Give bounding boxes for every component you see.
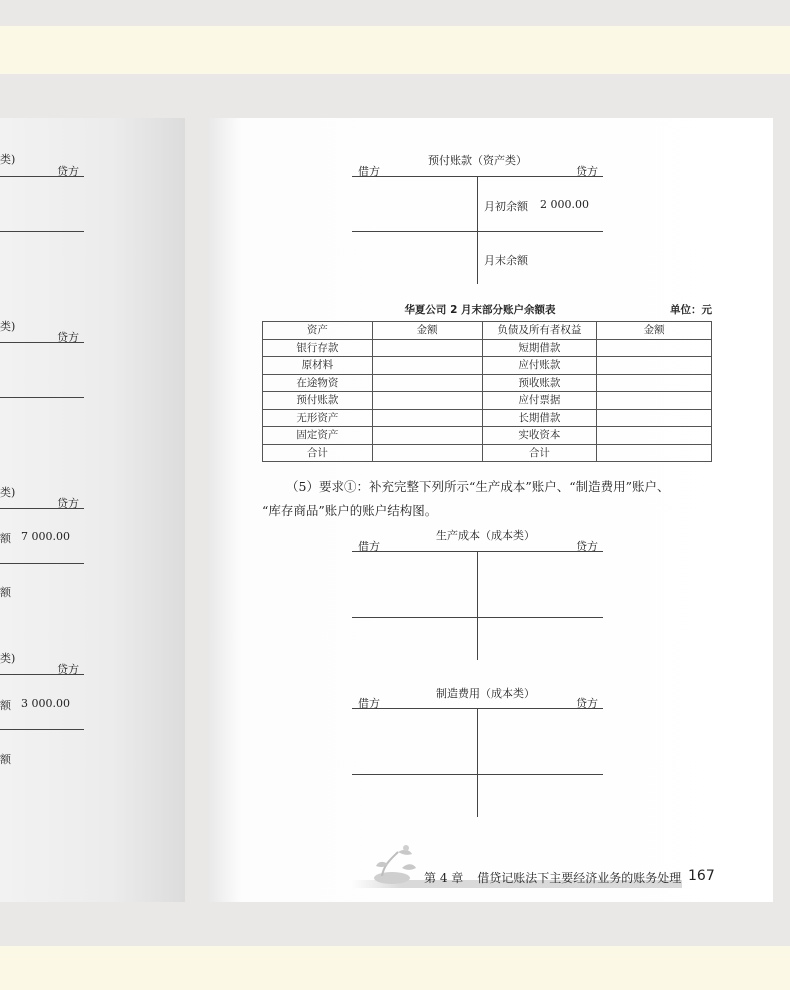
left-account-mid-line [0,397,84,398]
t-account-divider [477,552,478,660]
table-cell [372,357,482,375]
table-header-cell: 负债及所有者权益 [482,322,597,340]
table-row [263,357,712,375]
t-account-balance-line [352,617,603,618]
t-account-balance-line [352,774,603,775]
table-row [263,339,712,357]
left-account-top-line [0,342,84,343]
left-account-mid-line [0,231,84,232]
requirement-line-1: （5）要求①：补充完整下列所示“生产成本”账户、“制造费用”账户、 [286,479,670,494]
table-header-cell: 资产 [263,322,373,340]
left-account-top-line [0,674,84,675]
table-cell: 合计 [263,444,373,462]
table-header-row [263,322,712,340]
table-cell [597,339,712,357]
t-account-credit-label: 贷方 [576,165,598,178]
left-account-top-line [0,176,84,177]
t-account-opening-label: 月初余额 [484,200,528,213]
table-cell: 预付账款 [263,392,373,410]
table-cell [372,374,482,392]
table-cell [597,357,712,375]
left-account-title-tail: 类) [0,652,16,665]
left-account-title-tail: 类) [0,320,16,333]
table-cell [372,339,482,357]
table-cell [597,427,712,445]
left-account-mid-line [0,729,84,730]
left-account-title-tail: 类) [0,153,16,166]
t-account-title: 生产成本（成本类） [436,529,535,542]
table-cell: 应付账款 [482,357,597,375]
table-cell [597,444,712,462]
table-cell: 实收资本 [482,427,597,445]
left-account-amount-label: 额 [0,699,11,712]
bottom-background-band [0,946,790,990]
table-cell: 银行存款 [263,339,373,357]
balance-table-title: 华夏公司 2 月末部分账户余额表 [404,304,556,316]
page-number: 167 [688,868,715,884]
balance-table [262,321,712,462]
top-background-band [0,26,790,74]
table-row [263,427,712,445]
table-row [263,374,712,392]
left-account-end-label: 额 [0,753,11,766]
table-cell [372,444,482,462]
chapter-title: 借贷记账法下主要经济业务的账务处理 [477,871,682,885]
requirement-line-2: “库存商品”账户的账户结构图。 [262,503,438,518]
t-account-debit-label: 借方 [358,697,380,710]
table-cell: 无形资产 [263,409,373,427]
table-row [263,409,712,427]
t-account-debit-label: 借方 [358,540,380,553]
t-account-title: 预付账款（资产类） [428,154,527,167]
left-account-amount: 7 000.00 [21,530,70,543]
table-cell [372,427,482,445]
table-cell: 原材料 [263,357,373,375]
table-cell [597,374,712,392]
t-account-balance-line [352,231,603,232]
left-account-mid-line [0,563,84,564]
table-cell: 短期借款 [482,339,597,357]
left-account-credit-label: 贷方 [57,663,79,676]
table-cell: 合计 [482,444,597,462]
left-account-title-tail: 类) [0,486,16,499]
left-account-credit-label: 贷方 [57,165,79,178]
table-cell: 固定资产 [263,427,373,445]
table-cell [597,392,712,410]
left-account-end-label: 额 [0,586,11,599]
t-account-title: 制造费用（成本类） [436,687,535,700]
table-cell: 预收账款 [482,374,597,392]
left-page [0,118,185,902]
table-cell [372,392,482,410]
t-account-debit-label: 借方 [358,165,380,178]
table-cell [372,409,482,427]
table-row [263,392,712,410]
t-account-closing-label: 月末余额 [484,254,528,267]
table-header-cell: 金额 [372,322,482,340]
left-account-credit-label: 贷方 [57,497,79,510]
footer-chapter [424,869,681,886]
balance-table-unit: 单位：元 [670,304,712,316]
t-account-opening-amount: 2 000.00 [540,198,589,211]
left-account-credit-label: 贷方 [57,331,79,344]
table-cell [597,409,712,427]
table-cell: 应付票据 [482,392,597,410]
left-account-amount-label: 额 [0,532,11,545]
table-total-row [263,444,712,462]
t-account-credit-label: 贷方 [576,540,598,553]
table-cell: 长期借款 [482,409,597,427]
t-account-divider [477,709,478,817]
chapter-number: 第 4 章 [424,871,464,885]
left-account-top-line [0,508,84,509]
table-cell: 在途物资 [263,374,373,392]
table-header-cell: 金额 [597,322,712,340]
t-account-credit-label: 贷方 [576,697,598,710]
left-account-amount: 3 000.00 [21,697,70,710]
